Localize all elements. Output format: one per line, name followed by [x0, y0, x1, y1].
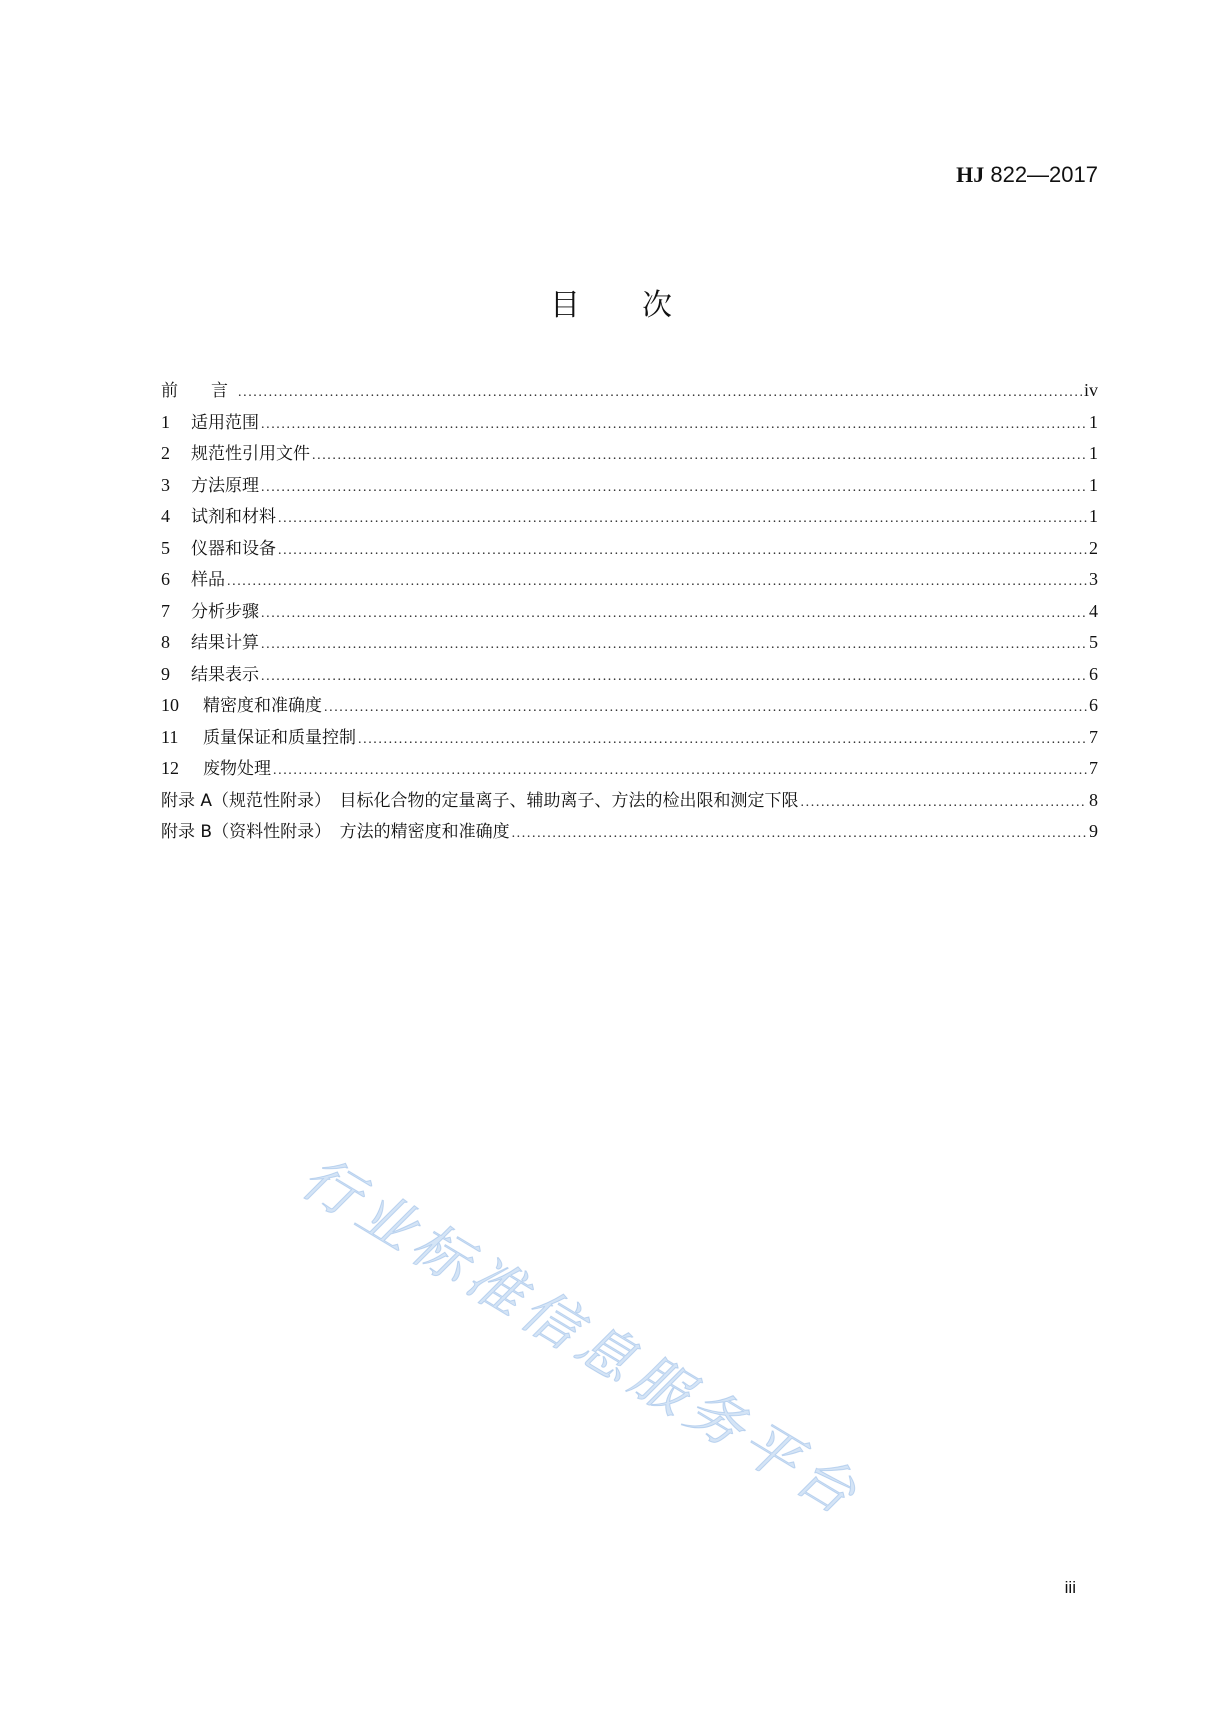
toc-page: 7: [1089, 726, 1098, 747]
watermark: 行业标准信息服务平台: [290, 1145, 873, 1531]
toc-label: 样品: [191, 570, 225, 590]
toc-label: 附录 B（资料性附录） 方法的精密度和准确度: [161, 822, 510, 842]
toc-item[interactable]: [161, 691, 1098, 723]
toc-label: 结果计算: [191, 633, 259, 653]
toc-label: 试剂和材料: [191, 507, 276, 527]
toc-label: 仪器和设备: [191, 538, 276, 559]
toc-number: 11: [161, 726, 179, 747]
toc-page: 7: [1089, 758, 1098, 778]
toc-item[interactable]: [161, 439, 1098, 471]
toc-label: 结果表示: [191, 664, 259, 685]
toc-page: 4: [1089, 600, 1098, 621]
toc-label: 方法原理: [191, 475, 259, 496]
toc-label: 质量保证和质量控制: [203, 727, 356, 748]
toc-page: 1: [1089, 411, 1098, 432]
toc-item[interactable]: [161, 502, 1098, 534]
toc-label: 附录 A（规范性附录） 目标化合物的定量离子、辅助离子、方法的检出限和测定下限: [161, 790, 799, 811]
leader-dots: [278, 511, 1087, 527]
page-title: [0, 280, 1224, 324]
toc-number: 4: [161, 506, 170, 526]
leader-dots: [278, 543, 1087, 559]
leader-dots: [261, 637, 1087, 653]
toc-page: 1: [1089, 506, 1098, 526]
leader-dots: [261, 480, 1087, 496]
leader-dots: [358, 732, 1087, 748]
toc-label: 分析步骤: [191, 601, 259, 622]
leader-dots: [273, 763, 1087, 779]
leader-dots: [312, 448, 1087, 464]
toc-number: 12: [161, 758, 179, 778]
title-char: 目: [550, 288, 582, 323]
toc-number: 7: [161, 600, 170, 621]
toc-item[interactable]: [161, 408, 1098, 440]
toc-item-appendix-a[interactable]: [161, 786, 1098, 818]
toc-number: 9: [161, 663, 170, 684]
toc-label: 规范性引用文件: [191, 444, 310, 464]
toc-page: 8: [1089, 789, 1098, 810]
toc-number: 8: [161, 632, 170, 652]
page-number: iii: [1064, 1578, 1076, 1597]
standard-code: [956, 162, 1098, 188]
leader-dots: [512, 826, 1087, 842]
toc-item[interactable]: [161, 723, 1098, 755]
leader-dots: [227, 574, 1087, 590]
toc-item[interactable]: [161, 660, 1098, 692]
toc-item[interactable]: [161, 565, 1098, 597]
toc-number: 3: [161, 474, 170, 495]
toc-number: 6: [161, 569, 170, 589]
standard-prefix: HJ: [956, 162, 985, 187]
toc-page: 5: [1089, 632, 1098, 652]
toc-item-foreword[interactable]: [161, 376, 1098, 408]
standard-number: 822—2017: [990, 162, 1098, 187]
toc-item[interactable]: [161, 597, 1098, 629]
leader-dots: [238, 385, 1082, 401]
toc-item[interactable]: [161, 471, 1098, 503]
toc-number: 2: [161, 443, 170, 463]
leader-dots: [261, 669, 1087, 685]
toc-page: iv: [1083, 380, 1098, 400]
toc-item[interactable]: [161, 754, 1098, 786]
toc-item-appendix-b[interactable]: [161, 817, 1098, 849]
leader-dots: [801, 795, 1087, 811]
leader-dots: [261, 417, 1087, 433]
toc-item[interactable]: [161, 534, 1098, 566]
toc-item[interactable]: [161, 628, 1098, 660]
toc-number: 5: [161, 537, 170, 558]
toc-page: 3: [1089, 569, 1098, 589]
toc-label: 精密度和准确度: [203, 696, 322, 716]
toc-page: 1: [1089, 474, 1098, 495]
title-char: 次: [642, 288, 674, 323]
leader-dots: [324, 700, 1087, 716]
toc-page: 1: [1089, 443, 1098, 463]
toc-number: 1: [161, 411, 170, 432]
toc-label: 废物处理: [203, 759, 271, 779]
toc-page: 6: [1089, 663, 1098, 684]
table-of-contents: [161, 376, 1098, 849]
toc-number: 10: [161, 695, 179, 715]
leader-dots: [261, 606, 1087, 622]
toc-page: 9: [1089, 821, 1098, 841]
toc-page: 2: [1089, 537, 1098, 558]
toc-label: 前 言: [161, 381, 236, 401]
toc-page: 6: [1089, 695, 1098, 715]
toc-label: 适用范围: [191, 412, 259, 433]
